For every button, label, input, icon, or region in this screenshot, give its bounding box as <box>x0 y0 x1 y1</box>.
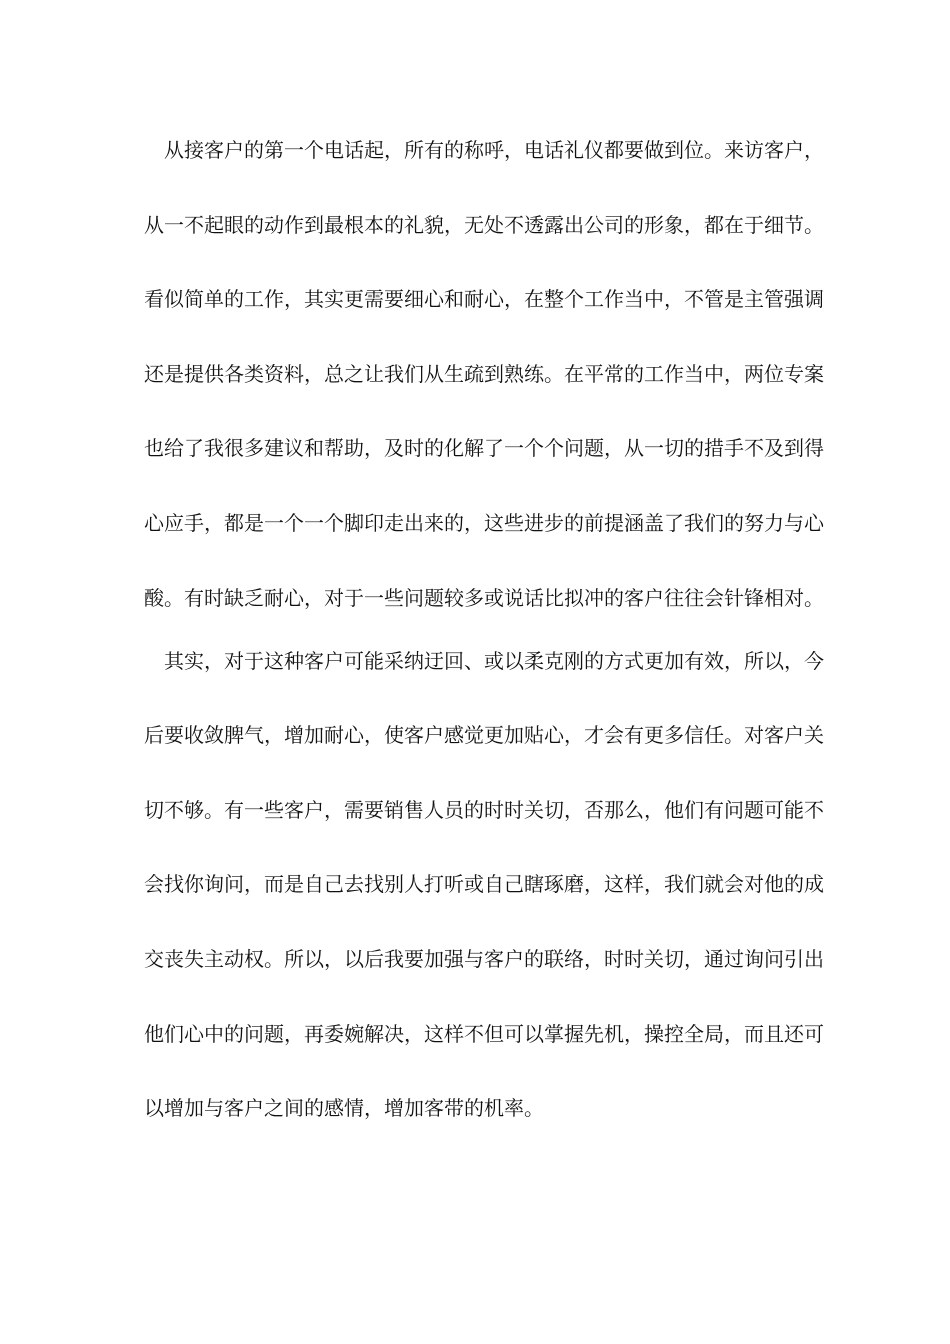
paragraph-2-line-2: 后要收敛脾气，增加耐心，使客户感觉更加贴心，才会有更多信任。对客户关 <box>144 723 824 747</box>
paragraph-1-line-7: 酸。有时缺乏耐心，对于一些问题较多或说话比拟冲的客户往往会针锋相对。 <box>144 586 824 610</box>
paragraph-1-line-3: 看似简单的工作，其实更需要细心和耐心，在整个工作当中，不管是主管强调 <box>144 287 824 311</box>
paragraph-2-line-4: 会找你询问，而是自己去找别人打听或自己瞎琢磨，这样，我们就会对他的成 <box>144 872 824 896</box>
paragraph-2-line-1: 其实，对于这种客户可能采纳迂回、或以柔克刚的方式更加有效，所以，今 <box>164 649 824 673</box>
paragraph-2-line-7: 以增加与客户之间的感情，增加客带的机率。 <box>144 1096 544 1120</box>
paragraph-1-line-6: 心应手，都是一个一个脚印走出来的，这些进步的前提涵盖了我们的努力与心 <box>144 511 824 535</box>
paragraph-2-line-6: 他们心中的问题，再委婉解决，这样不但可以掌握先机，操控全局，而且还可 <box>144 1022 824 1046</box>
paragraph-1-line-5: 也给了我很多建议和帮助，及时的化解了一个个问题，从一切的措手不及到得 <box>144 436 824 460</box>
paragraph-1-line-4: 还是提供各类资料，总之让我们从生疏到熟练。在平常的工作当中，两位专案 <box>144 362 824 386</box>
paragraph-2-line-3: 切不够。有一些客户，需要销售人员的时时关切，否那么，他们有问题可能不 <box>144 798 824 822</box>
paragraph-1-line-2: 从一不起眼的动作到最根本的礼貌，无处不透露出公司的形象，都在于细节。 <box>144 213 824 237</box>
paragraph-2-line-5: 交丧失主动权。所以，以后我要加强与客户的联络，时时关切，通过询问引出 <box>144 947 824 971</box>
paragraph-1-line-1: 从接客户的第一个电话起，所有的称呼，电话礼仪都要做到位。来访客户， <box>164 138 824 162</box>
